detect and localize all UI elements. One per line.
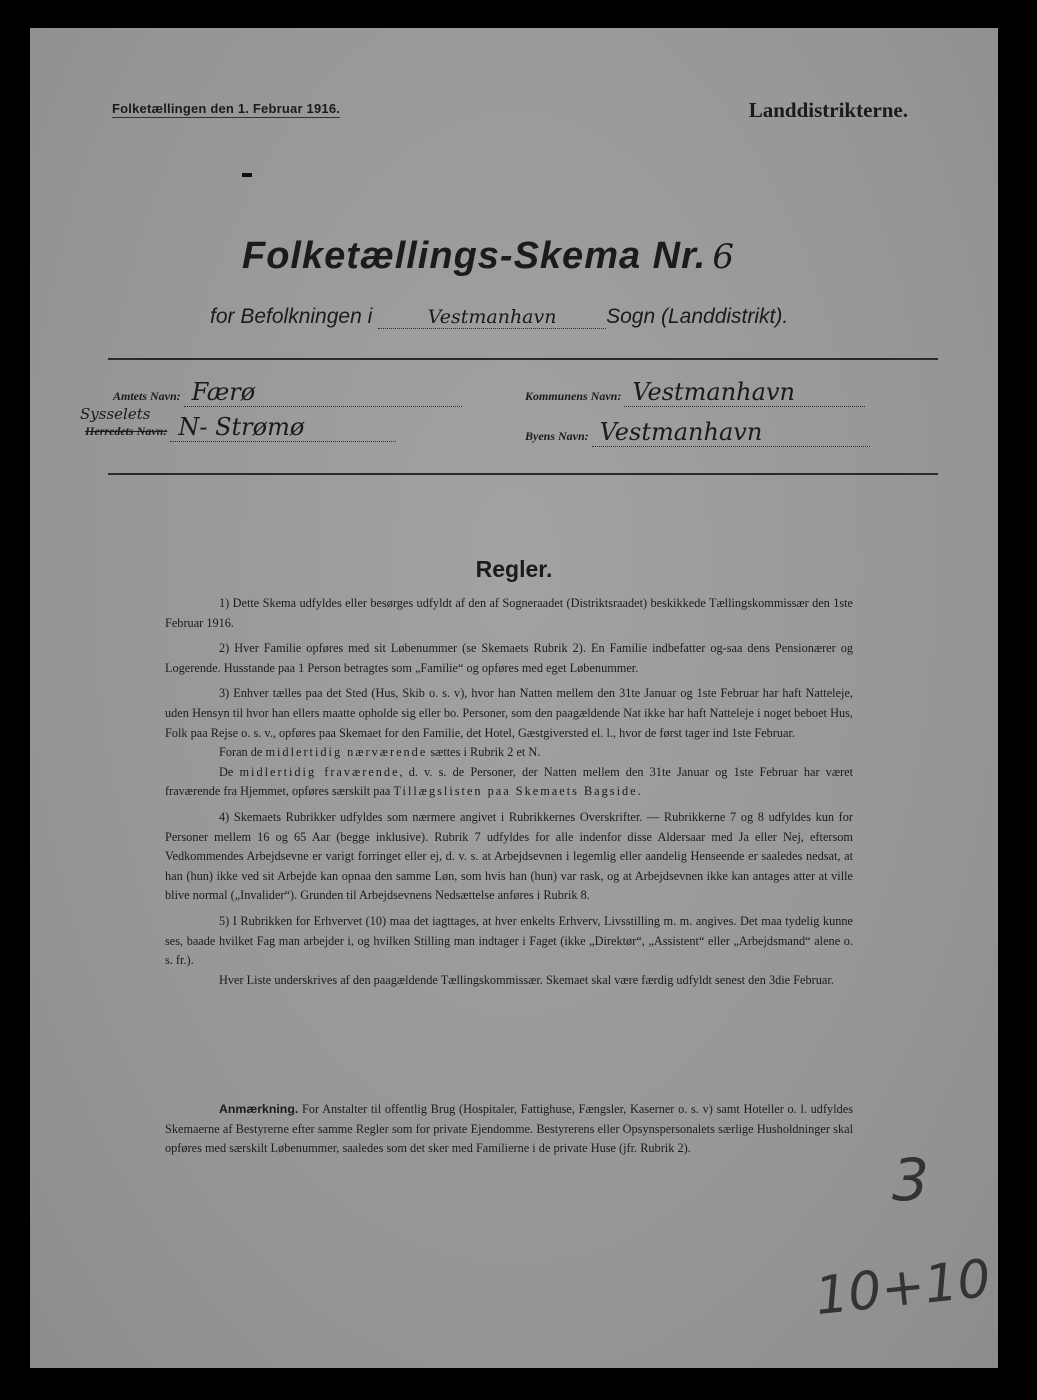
rule-3c bbox=[165, 763, 853, 802]
pencil-mark-3: 3 bbox=[892, 1146, 929, 1214]
note-block bbox=[165, 1100, 853, 1159]
form-subtitle bbox=[210, 305, 788, 329]
rule-3c-pre: De bbox=[219, 764, 234, 779]
rule-4: 4) Skemaets Rubrikker udfyldes som nærmere angivet i Rubrikkernes Overskrifter. — Rubrikkerne 7 og 8 udfyldes kun for Personer mellem 16 og 65 Aar (begge inklusive). Rubrik 7 udfyldes for alle indenfor disse Aldersaar med Ja eller Nej, eftersom Vedkommendes Arbejdsevne er varigt forringet eller ej, d. v. s. at Arbejdsevnen i legemlig eller aandelig Henseende er saaledes nedsat, at han (hun) ikke ved sit Arbejde kan opnaa den samme Løn, som hvis han (hun) var rask, og at Arbejdsevnen ikke kan antages atter at ville blive normal („Invalider“). Grunden til Arbejdsevnens Nedsættelse anføres i Rubrik 8. bbox=[165, 809, 853, 903]
by-label: Byens Navn: bbox=[525, 429, 589, 443]
subtitle-before: for Befolkningen i bbox=[210, 305, 373, 328]
rules-body bbox=[165, 594, 853, 990]
herred-value: N- Strømø bbox=[170, 413, 396, 442]
amt-value: Færø bbox=[184, 378, 462, 407]
census-date-header: Folketællingen den 1. Februar 1916. bbox=[112, 101, 341, 116]
rule-3c-mid: , d. v. s. de Personer, der Natten mellem den 31te Januar og 1ste Februar har været fraværende fra Hjemmet, opføres særskilt paa bbox=[165, 764, 853, 799]
rule-2: 2) Hver Familie opføres med sit Løbenummer (se Skemaets Rubrik 2). En Familie indbefatter og-saa dens Pensionærer og Logerende. Husstande paa 1 Person betragtes som „Familie“ og opføres med eget Løbenummer. bbox=[165, 641, 853, 675]
form-title bbox=[242, 235, 735, 278]
subtitle-after: Sogn (Landdistrikt). bbox=[606, 305, 789, 328]
rule-3c-spaced2: Tillægslisten paa Skemaets Bagside bbox=[393, 784, 638, 799]
kommune-label: Kommunens Navn: bbox=[525, 389, 622, 403]
rule-6: Hver Liste underskrives af den paagældende Tællingskommissær. Skemaet skal være færdig udfyldt senest den 3die Februar. bbox=[219, 972, 834, 987]
divider-top bbox=[108, 358, 938, 360]
herred-label-handwritten: Sysselets bbox=[80, 405, 151, 423]
rules-heading: Regler. bbox=[475, 556, 553, 582]
note-paragraph bbox=[165, 1100, 853, 1159]
kommune-value: Vestmanhavn bbox=[624, 378, 865, 407]
rule-3b-post: sættes i Rubrik 2 et N. bbox=[430, 745, 541, 760]
rule-3b-spaced: midlertidig nærværende bbox=[265, 745, 428, 760]
form-number: 6 bbox=[712, 237, 736, 277]
rule-3c-end: . bbox=[637, 784, 641, 799]
rule-3b-pre: Foran de bbox=[219, 745, 263, 760]
district-header: Landdistrikterne. bbox=[748, 98, 908, 122]
rule-3b bbox=[165, 743, 853, 763]
ink-mark bbox=[242, 173, 252, 177]
kommune-field bbox=[525, 378, 865, 407]
rule-1: 1) Dette Skema udfyldes eller besørges udfyldt af den af Sogneraadet (Distriktsraadet) beskikkede Tællingskommissær den 1ste Februar 1916. bbox=[165, 596, 853, 630]
pencil-mark-count: 10+10 bbox=[812, 1248, 994, 1328]
divider-bottom bbox=[108, 473, 938, 475]
herred-field bbox=[80, 405, 396, 442]
by-value: Vestmanhavn bbox=[592, 418, 870, 447]
by-field bbox=[525, 418, 870, 447]
herred-label: Herredets Navn: bbox=[85, 424, 168, 438]
amt-label: Amtets Navn: bbox=[113, 389, 181, 403]
amt-field bbox=[113, 378, 462, 407]
rule-5: 5) I Rubrikken for Erhvervet (10) maa det iagttages, at hver enkelts Erhverv, Livsstilling m. m. angives. Det maa tydelig kunne ses, baade hvilket Fag man arbejder i, og hvilken Stilling man indtager i Faget (ikke „Direktør“, „Assistent“ eller „Arbejdsmand“ alene o. s. fr.). bbox=[165, 913, 853, 968]
parish-name: Vestmanhavn bbox=[378, 306, 606, 329]
note-label: Anmærkning. bbox=[219, 1102, 299, 1116]
rule-3c-spaced: midlertidig fraværende bbox=[239, 764, 400, 779]
form-title-printed: Folketællings-Skema Nr. bbox=[242, 235, 707, 277]
census-form-sheet bbox=[30, 28, 998, 1368]
rule-3: 3) Enhver tælles paa det Sted (Hus, Skib o. s. v), hvor han Natten mellem den 31te Januar og 1ste Februar har haft Natteleje, uden Hensyn til hvor han ellers maatte opholde sig eller bo. Personer, som den paagældende Nat ikke har haft Natteleje i noget beboet Hus, Folk paa Rejse o. s. v., opføres paa Skemaet for den Familie, det Hotel, Gæstgiversted el. l., hvor de først tager ind 1ste Februar. bbox=[165, 686, 853, 740]
note-text: For Anstalter til offentlig Brug (Hospitaler, Fattighuse, Fængsler, Kaserner o. s. v) samt Hoteller o. l. udfyldes Skemaerne af Bestyrerne efter samme Regler som for private Ejendomme. Bestyrerens eller Opsynspersonalets særlige Husholdninger skal opføres med særskilt Løbenummer, saaledes som det sker med Familierne i de private Huse (jfr. Rubrik 2). bbox=[165, 1102, 853, 1156]
